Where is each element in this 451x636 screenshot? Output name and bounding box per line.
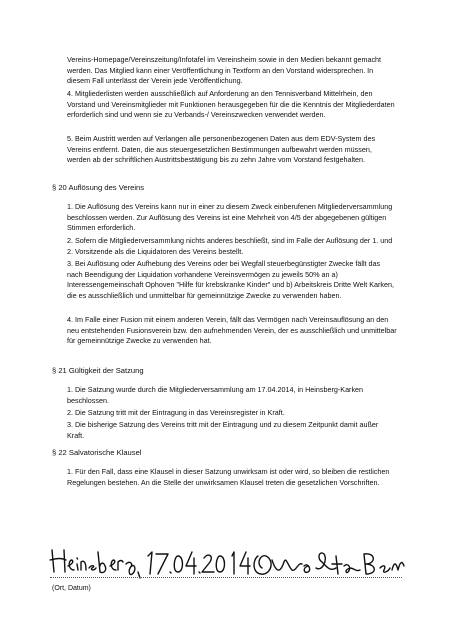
section-20-item-2: 2. Sofern die Mitgliederversammlung nichts anderes beschließt, sind im Falle der Auflösung der 1. und 2. Vorsitzende als die Liquidatoren des Vereins bestellt.	[67, 236, 393, 256]
section-22-heading: § 22 Salvatorische Klausel	[52, 448, 142, 457]
paragraph-member-lists: 4. Mitgliederlisten werden ausschließlich auf Anforderung an den Tennisverband Mittelrhein, den Vorstand und Vereinsmitglieder mit Funktionen herausgegeben für die die Kenntnis der Mitgliederdaten erforderlich sind und wenn sie zu Verbands-/ Vereinszwecken verwendet werden.	[67, 89, 395, 120]
section-20-item-1: 1. Die Auflösung des Vereins kann nur in einer zu diesem Zweck einberufenen Mitgliederversammlung beschlossen werden. Zur Auflösung des Vereins ist eine Mehrheit von 4/5 der abgegebenen gültigen Stimmen erforderlich.	[67, 202, 393, 233]
paragraph-publication-continuation: Vereins-Homepage/Vereinszeitung/Infotafel im Vereinsheim sowie in den Medien bekannt gemacht werden. Das Mitglied kann einer Veröffentlichung in Textform an den Vorstand widersprechen. In diesem Fall unterlässt der Verein jede Veröffentlichung.	[67, 55, 382, 86]
section-21-item-2: 2. Die Satzung tritt mit der Eintragung in das Vereinsregister in Kraft.	[67, 408, 285, 417]
section-21-item-1: 1. Die Satzung wurde durch die Mitgliederversammlung am 17.04.2014, in Heinsberg-Karken beschlossen.	[67, 385, 364, 405]
section-21-item-3: 3. Die bisherige Satzung des Vereins tritt mit der Eintragung und zu diesem Zeitpunkt damit außer Kraft.	[67, 420, 379, 440]
section-20-item-3: 3. Bei Auflösung oder Aufhebung des Vereins oder bei Wegfall steuerbegünstigter Zwecke fällt das nach Beendigung der Liquidation vorhandene Vereinsvermögen zu jeweils 50% an a) Interessengemeinschaft Ophoven "Hilfe für krebskranke Kinder" und b) Arbeitskreis Dritte Welt Karken, die es ausschließlich und unmittelbar für gemeinnützige Zwecke zu verwenden haben.	[67, 259, 394, 300]
section-20-item-4: 4. Im Falle einer Fusion mit einem anderen Verein, fällt das Vermögen nach Vereinsauflösung an den neu entstehenden Fusionsverein bzw. den aufnehmenden Verein, der es ausschließlich und unmittelbar für gemeinnützige Zwecke zu verwenden hat.	[67, 315, 397, 346]
section-22-item-1: 1. Für den Fall, dass eine Klausel in dieser Satzung unwirksam ist oder wird, so bleiben die restlichen Regelungen bestehen. An die Stelle der unwirksamen Klausel treten die gesetzlichen Vorschriften.	[67, 467, 390, 487]
paragraph-exit-data-deletion: 5. Beim Austritt werden auf Verlangen alle personenbezogenen Daten aus dem EDV-System des Vereins entfernt. Daten, die aus steuergesetzlichen Bestimmungen aufbewahrt werden müssen, werden ab der schriftlichen Austrittsbestätigung bis zu zehn Jahre vom Vorstand festgehalten.	[67, 134, 376, 165]
section-20-heading: § 20 Auflösung des Vereins	[52, 183, 145, 192]
handwritten-signature	[46, 542, 406, 582]
place-date-label: (Ort, Datum)	[52, 585, 91, 592]
signature-line	[50, 577, 402, 578]
section-21-heading: § 21 Gültigkeit der Satzung	[52, 366, 144, 375]
